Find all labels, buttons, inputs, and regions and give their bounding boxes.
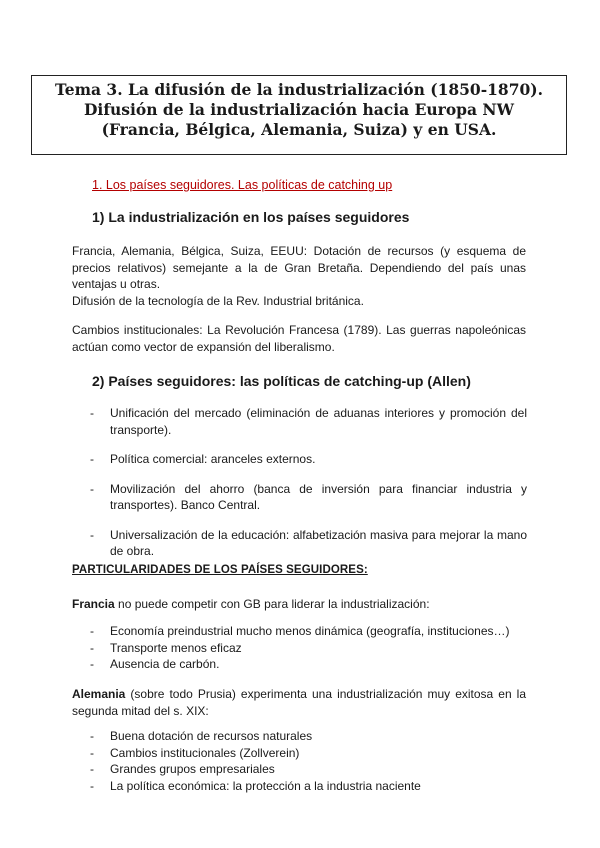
alemania-list — [90, 728, 530, 794]
list-item — [90, 623, 530, 640]
particularidades-heading: PARTICULARIDADES DE LOS PAÍSES SEGUIDORES: — [72, 564, 368, 576]
subsection-1-heading: 1) La industrialización en los países seguidores — [92, 209, 410, 225]
dash-bullet: - — [90, 527, 94, 542]
subsection-1-paragraph-2 — [72, 322, 526, 355]
paragraph-line — [72, 686, 526, 703]
section-1-heading: 1. Los países seguidores. Las políticas de catching up — [92, 178, 393, 192]
dash-bullet: - — [90, 729, 94, 743]
alemania-paragraph — [72, 686, 526, 719]
dash-bullet: - — [90, 624, 94, 638]
dash-bullet: - — [90, 657, 94, 671]
list-item-text: Política comercial: aranceles externos. — [110, 452, 316, 466]
dash-bullet: - — [90, 406, 94, 420]
list-item — [90, 761, 530, 778]
list-item-text: Universalización de la educación: alfabetización masiva para mejorar la mano de obra. — [110, 527, 527, 558]
paragraph-line: precios relativos) semejante a la de Gran Bretaña. Dependiendo del país unas — [72, 260, 526, 275]
subsection-1-paragraph-1 — [72, 243, 526, 309]
title-line-2: Difusión de la industrialización hacia Europa NW — [83, 100, 515, 119]
alemania-text: (sobre todo Prusia) experimenta una industrialización muy exitosa en la — [125, 687, 526, 701]
catching-up-list — [90, 405, 527, 573]
list-item — [90, 778, 530, 795]
title-line-3: (Francia, Bélgica, Alemania, Suiza) y en USA. — [101, 120, 497, 139]
dash-bullet: - — [90, 452, 94, 466]
paragraph-line: Difusión de la tecnología de la Rev. Industrial británica. — [72, 293, 364, 308]
list-item — [90, 481, 527, 514]
list-item-text: Movilización del ahorro (banca de inversión para financiar industria y transportes). Banco Central. — [110, 481, 527, 512]
subsection-2-heading: 2) Países seguidores: las políticas de catching-up (Allen) — [92, 373, 471, 389]
list-item — [90, 405, 527, 438]
francia-paragraph — [72, 596, 532, 613]
paragraph-line: segunda mitad del s. XIX: — [72, 703, 209, 718]
dash-bullet: - — [90, 640, 94, 655]
paragraph-line: Cambios institucionales: La Revolución Francesa (1789). Las guerras napoleónicas — [72, 323, 526, 337]
dash-bullet: - — [90, 778, 94, 793]
dash-bullet: - — [90, 481, 94, 496]
list-item-text: Cambios institucionales (Zollverein) — [110, 745, 300, 760]
list-item-text: Unificación del mercado (eliminación de aduanas interiores y promoción del transporte). — [110, 406, 527, 437]
francia-list — [90, 623, 530, 673]
list-item-text: Buena dotación de recursos naturales — [110, 729, 313, 743]
francia-name: Francia — [72, 597, 115, 611]
dash-bullet: - — [90, 762, 94, 776]
list-item — [90, 640, 530, 657]
paragraph-line: ventajas u otras. — [72, 277, 161, 291]
list-item — [90, 527, 527, 560]
list-item — [90, 451, 527, 468]
title-box — [31, 75, 567, 155]
francia-text: no puede competir con GB para liderar la industrialización: — [114, 597, 430, 611]
title-line-1: Tema 3. La difusión de la industrialización (1850-1870). — [54, 80, 544, 99]
list-item-text: Ausencia de carbón. — [110, 657, 220, 671]
dash-bullet: - — [90, 745, 94, 760]
alemania-name: Alemania — [72, 687, 126, 701]
list-item-text: La política económica: la protección a la industria naciente — [110, 778, 421, 793]
list-item — [90, 728, 530, 745]
paragraph-line — [72, 596, 532, 613]
list-item — [90, 656, 530, 673]
paragraph-line: Francia, Alemania, Bélgica, Suiza, EEUU: Dotación de recursos (y esquema de — [72, 244, 526, 258]
list-item — [90, 745, 530, 762]
list-item-text: Transporte menos eficaz — [110, 640, 242, 655]
list-item-text: Economía preindustrial mucho menos dinámica (geografía, instituciones…) — [110, 624, 510, 638]
paragraph-line: actúan como vector de expansión del liberalismo. — [72, 339, 335, 354]
list-item-text: Grandes grupos empresariales — [110, 762, 275, 776]
